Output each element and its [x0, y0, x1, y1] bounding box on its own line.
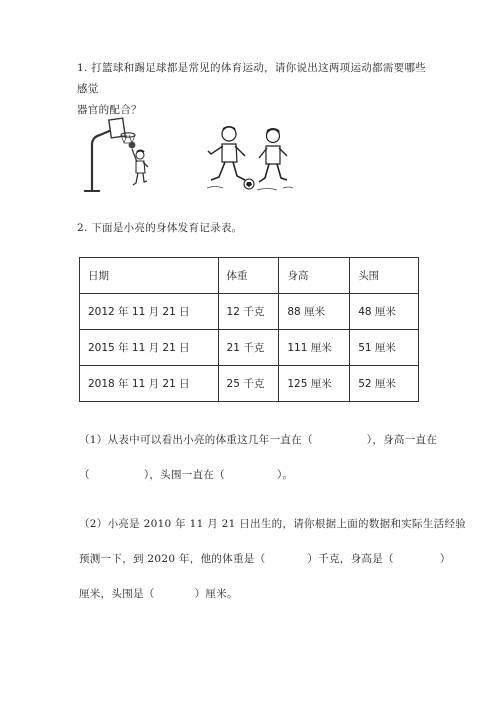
sub2-text-b: ）千克，身高是（ [307, 553, 394, 565]
cell-height: 125 厘米 [279, 366, 350, 402]
sub2-text-e: ）厘米。 [194, 588, 238, 600]
sub1-text-a: （1）从表中可以看出小亮的体重这几年一直在（ [79, 434, 313, 446]
cell-head-circumference: 48 厘米 [350, 294, 419, 330]
basketball-player-illustration [80, 115, 162, 193]
table-header-row [80, 258, 419, 294]
cell-date: 2018 年 11 月 21 日 [80, 366, 219, 402]
growth-record-table [79, 257, 419, 402]
cell-height: 88 厘米 [279, 294, 350, 330]
sub-question-1-line-2 [79, 467, 293, 482]
question-1-line-1: 1. 打篮球和踢足球都是常见的体育运动，请你说出这两项运动都需要哪些感觉 [77, 62, 427, 95]
header-head-circumference: 头围 [350, 258, 419, 294]
cell-weight: 21 千克 [218, 330, 279, 366]
question-1-text [77, 58, 427, 121]
cell-head-circumference: 52 厘米 [350, 366, 419, 402]
header-date: 日期 [80, 258, 219, 294]
sub2-text-a: 预测一下，到 2020 年，他的体重是（ [79, 553, 266, 565]
sub1-text-d: ），头围一直在（ [143, 469, 225, 481]
table-row [80, 294, 419, 330]
sub2-text-c: ） [439, 553, 451, 565]
sub2-text-d: 厘米，头围是（ [79, 588, 155, 600]
soccer-players-illustration [205, 122, 295, 194]
sub-question-2-line-2 [79, 551, 451, 566]
header-height: 身高 [279, 258, 350, 294]
cell-date: 2015 年 11 月 21 日 [80, 330, 219, 366]
header-weight: 体重 [218, 258, 279, 294]
cell-weight: 12 千克 [218, 294, 279, 330]
sub-question-2-line-1: （2）小亮是 2010 年 11 月 21 日出生的，请你根据上面的数据和实际生活经验 [79, 518, 467, 530]
table-row [80, 330, 419, 366]
question-2-intro: 2. 下面是小亮的身体发育记录表。 [77, 222, 243, 234]
sub1-text-e: ）。 [276, 469, 294, 481]
table-row [80, 366, 419, 402]
cell-head-circumference: 51 厘米 [350, 330, 419, 366]
question-1-line-2: 器官的配合？ [77, 104, 142, 116]
cell-date: 2012 年 11 月 21 日 [80, 294, 219, 330]
sub1-text-c: （ [79, 469, 90, 481]
cell-height: 111 厘米 [279, 330, 350, 366]
sub-question-1-line-1 [79, 432, 437, 447]
sub-question-2-line-3 [79, 586, 238, 601]
sub1-text-b: ），身高一直在 [366, 434, 438, 446]
cell-weight: 25 千克 [218, 366, 279, 402]
